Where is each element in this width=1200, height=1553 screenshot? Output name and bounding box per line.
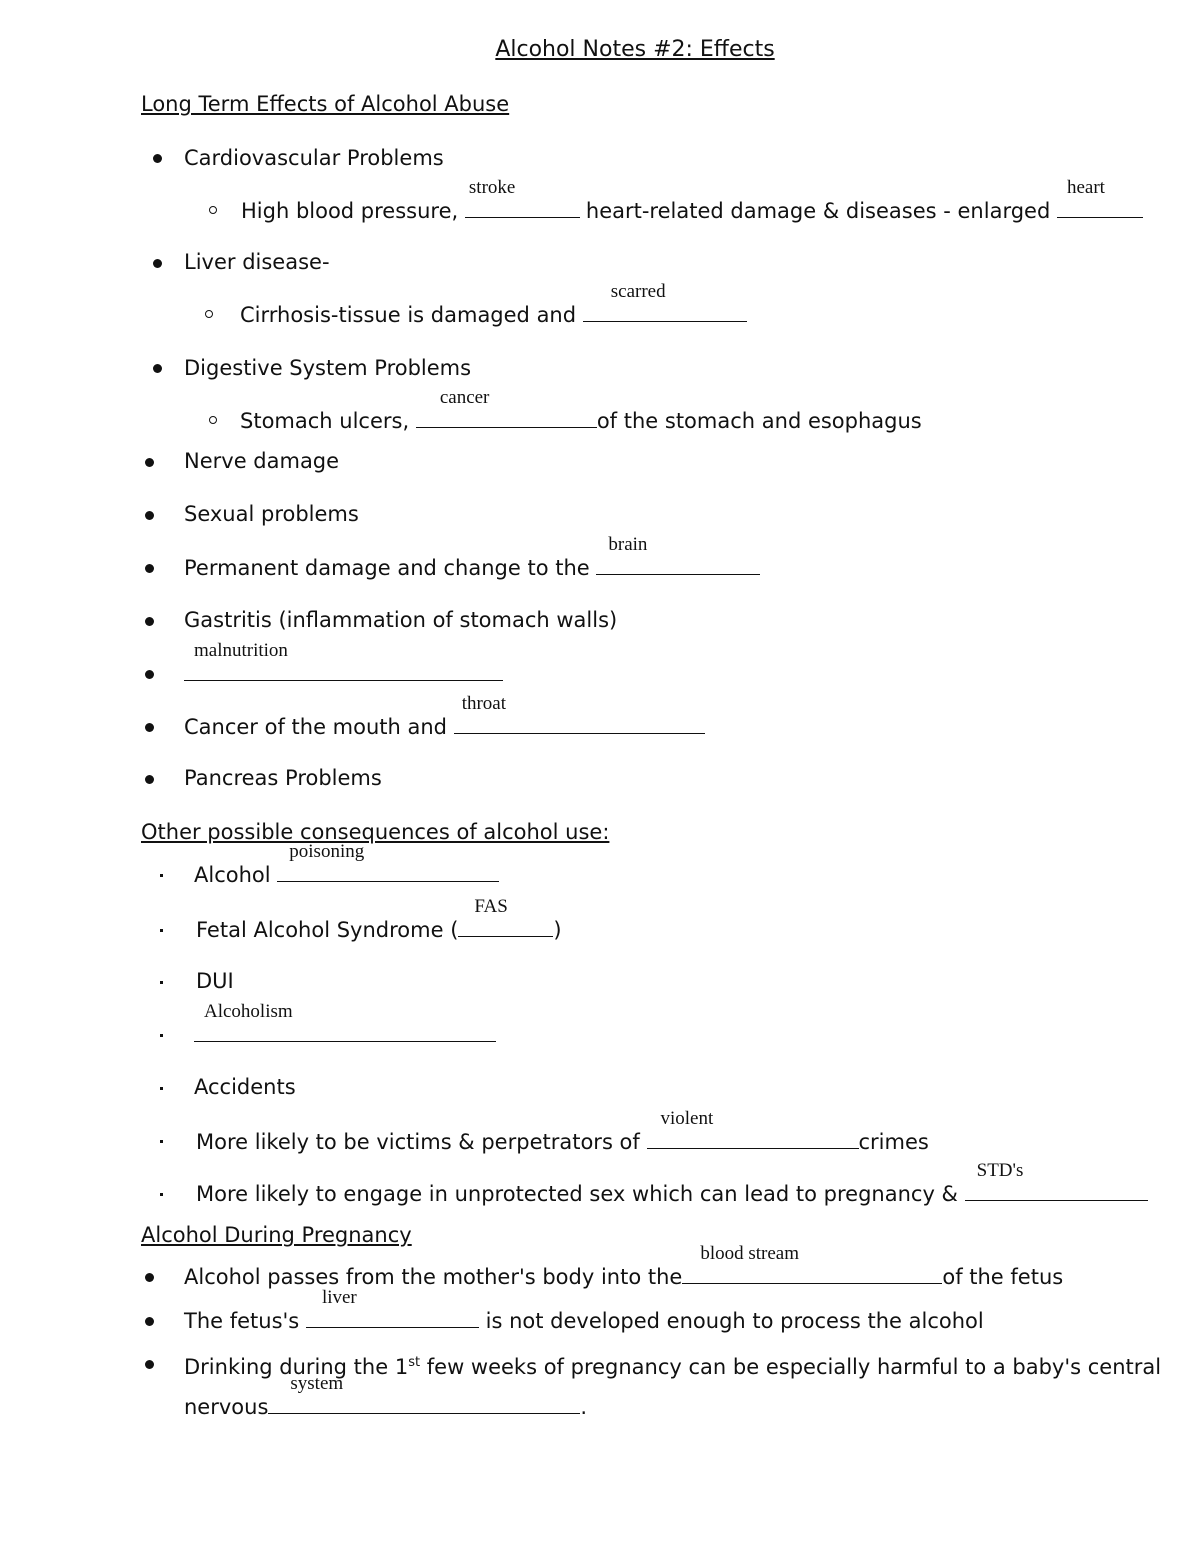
list-item-nervous-cont [184, 1373, 588, 1420]
answer-text: poisoning [289, 841, 365, 862]
list-item-cardio-sub [241, 177, 1143, 224]
dash-bullet-icon [160, 929, 163, 932]
text: The fetus's [184, 1309, 300, 1333]
text: Cirrhosis-tissue is damaged and [240, 303, 577, 327]
answer-text: heart [1066, 177, 1105, 198]
text: Stomach ulcers, [240, 409, 410, 433]
list-item-liver: Liver disease- [184, 250, 330, 274]
answer-text: FAS [474, 896, 508, 917]
bullet-icon [145, 1360, 154, 1369]
list-item-digestive: Digestive System Problems [184, 356, 472, 380]
superscript: st [408, 1355, 421, 1370]
dash-bullet-icon [160, 1140, 163, 1143]
answer-text: malnutrition [194, 640, 288, 661]
answer-text: blood stream [700, 1243, 800, 1264]
bullet-icon [145, 670, 154, 679]
answer-blank [458, 896, 553, 937]
text: nervous [184, 1395, 269, 1419]
bullet-icon [145, 511, 154, 520]
text: of the stomach and esophagus [596, 409, 922, 433]
bullet-icon [153, 154, 162, 163]
list-item-cardio: Cardiovascular Problems [184, 146, 444, 170]
answer-text: brain [608, 534, 648, 555]
list-item-brain [184, 534, 760, 581]
answer-text: Alcoholism [204, 1001, 293, 1022]
answer-text: cancer [439, 387, 490, 408]
answer-blank [682, 1243, 942, 1284]
answer-blank [277, 841, 499, 882]
text: Alcohol passes from the mother's body into the [184, 1265, 683, 1289]
bullet-icon [145, 458, 154, 467]
text: crimes [858, 1130, 929, 1154]
text: few weeks of pregnancy can be especially harmful to a baby's central [426, 1355, 1162, 1379]
circle-bullet-icon [209, 206, 217, 214]
answer-text: throat [461, 693, 507, 714]
answer-blank [583, 281, 747, 322]
dash-bullet-icon [160, 1087, 163, 1090]
text: is not developed enough to process the alcohol [485, 1309, 984, 1333]
list-item-liver-sub [240, 281, 747, 328]
answer-blank [965, 1160, 1148, 1201]
answer-blank [306, 1287, 479, 1328]
list-item-fetus-liver [184, 1287, 984, 1334]
text: ) [553, 918, 562, 942]
section-heading-long-term: Long Term Effects of Alcohol Abuse [141, 92, 510, 116]
section-heading-consequences: Other possible consequences of alcohol use: [141, 820, 610, 844]
answer-blank [596, 534, 760, 575]
dash-bullet-icon [160, 1193, 163, 1196]
text: Drinking during the 1 [184, 1355, 409, 1379]
answer-text: stroke [468, 177, 516, 198]
answer-text: scarred [610, 281, 666, 302]
list-item-blood [184, 1243, 1064, 1290]
list-item-malnutrition [184, 640, 503, 687]
list-item-nerve: Nerve damage [184, 449, 340, 473]
answer-text: STD's [976, 1160, 1024, 1181]
list-item-digestive-sub [240, 387, 922, 434]
circle-bullet-icon [209, 416, 217, 424]
bullet-icon [153, 259, 162, 268]
page-title: Alcohol Notes #2: Effects [495, 37, 775, 62]
answer-text: violent [660, 1108, 714, 1129]
text: Permanent damage and change to the [184, 556, 590, 580]
list-item-pancreas: Pancreas Problems [184, 766, 382, 790]
list-item-gastritis: Gastritis (inflammation of stomach walls) [184, 608, 618, 632]
dash-bullet-icon [160, 874, 163, 877]
bullet-icon [145, 775, 154, 784]
text: High blood pressure, [241, 199, 459, 223]
list-item-accidents: Accidents [194, 1075, 296, 1099]
bullet-icon [145, 617, 154, 626]
answer-blank [454, 693, 705, 734]
list-item-mouth [184, 693, 705, 740]
list-item-fas [196, 896, 562, 943]
bullet-icon [145, 723, 154, 732]
text: . [580, 1395, 588, 1419]
text: of the fetus [942, 1265, 1064, 1289]
text: Alcohol [194, 863, 271, 887]
list-item-sexual: Sexual problems [184, 502, 359, 526]
circle-bullet-icon [205, 310, 213, 318]
answer-blank [268, 1373, 580, 1414]
answer-blank [184, 640, 503, 681]
bullet-icon [145, 1273, 154, 1282]
bullet-icon [145, 564, 154, 573]
text: More likely to be victims & perpetrators of [196, 1130, 640, 1154]
text: heart-related damage & diseases - enlarged [585, 199, 1051, 223]
text: Cancer of the mouth and [184, 715, 448, 739]
answer-blank [194, 1001, 496, 1042]
list-item-crimes [196, 1108, 929, 1155]
text: Fetal Alcohol Syndrome ( [196, 918, 459, 942]
dash-bullet-icon [160, 1034, 163, 1037]
bullet-icon [145, 1317, 154, 1326]
section-heading-pregnancy: Alcohol During Pregnancy [141, 1223, 412, 1247]
answer-blank [465, 177, 580, 218]
dash-bullet-icon [160, 981, 163, 984]
answer-blank [647, 1108, 859, 1149]
answer-blank [416, 387, 597, 428]
list-item-poisoning [194, 841, 499, 888]
answer-text: liver [321, 1287, 357, 1308]
list-item-alcoholism [194, 1001, 496, 1048]
bullet-icon [153, 364, 162, 373]
text: More likely to engage in unprotected sex which can lead to pregnancy & [196, 1182, 958, 1206]
answer-blank [1057, 177, 1143, 218]
list-item-dui: DUI [196, 969, 234, 993]
list-item-std [196, 1160, 1148, 1207]
answer-text: system [290, 1373, 344, 1394]
